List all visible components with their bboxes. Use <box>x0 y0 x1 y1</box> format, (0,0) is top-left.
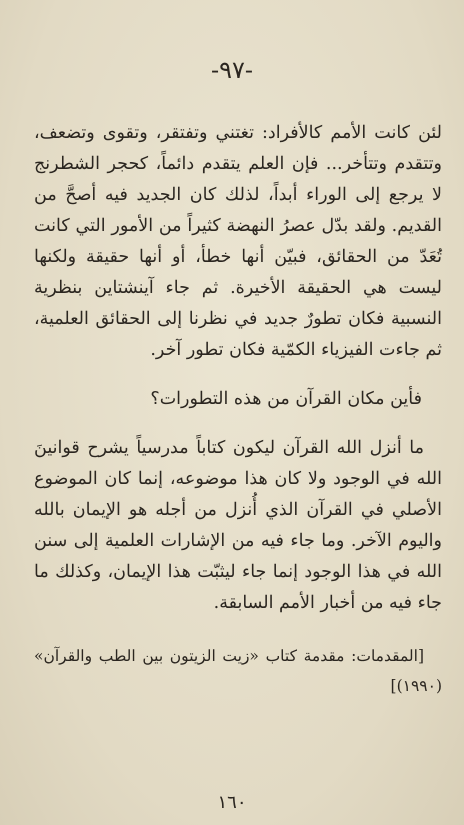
page-body <box>34 118 442 716</box>
paragraph: ما أنزل الله القرآن ليكون كتاباً مدرسياً يشرح قوانينَ الله في الوجود ولا كان هذا موضوعه، إنما كان الموضوع الأصلي في القرآن الذي أُنزل من أجله هو الإيمان بالله واليوم الآخر. وما جاء فيه من الإشارات العلمية إلى سنن الله في هذا الوجود إنما جاء ليثبّت هذا الإيمان، وكذلك ما جاء فيه من أخبار الأمم السابقة. <box>34 437 442 613</box>
section-number: -٩٧- <box>211 56 253 84</box>
paragraph: لئن كانت الأمم كالأفراد: تغتني وتفتقر، وتقوى وتضعف، وتتقدم وتتأخر... فإن العلم يتقدم دائماً، كحجر الشطرنج لا يرجع إلى الوراء أبداً، لذلك كان الجديد فيه أصحَّ من القديم. ولقد بدّل عصرُ النهضة كثيراً من الأمور التي كانت تُعَدّ من الحقائق، فبيّن أنها خطأ، أو أنها حقيقة ولكنها ليست هي الحقيقة الأخيرة. ثم جاء آينشتاين بنظرية النسبية فكان تطورٌ جديد في نظرنا إلى الحقائق العلمية، ثم جاءت الفيزياء الكمّية فكان تطور آخر. <box>34 123 442 360</box>
question-heading: فأين مكان القرآن من هذه التطورات؟ <box>150 389 422 409</box>
source-citation: [المقدمات: مقدمة كتاب «زيت الزيتون بين الطب والقرآن» (١٩٩٠)] <box>34 646 442 695</box>
page-number: ١٦٠ <box>217 792 247 813</box>
